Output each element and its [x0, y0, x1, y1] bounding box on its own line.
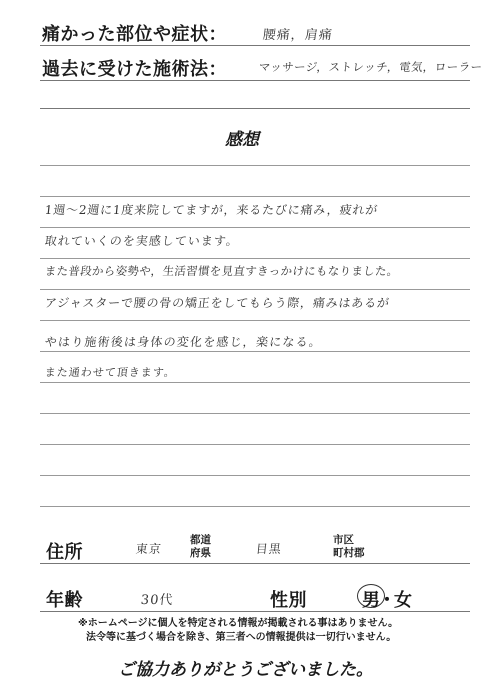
pain-value: 腰痛，肩痛 [262, 28, 334, 43]
address-shi-bottom: 町村郡 [333, 547, 365, 559]
address-prefecture-value: 東京 [135, 542, 163, 556]
gender-separator: ・ [378, 590, 397, 611]
impression-line-3: また普段から姿勢や，生活習慣を見直すきっかけにもなりました。 [44, 264, 400, 278]
impression-line-1: 1週〜2週に1度来院してますが，来るたびに痛み，疲れが [44, 203, 379, 217]
gender-label: 性別 [270, 590, 307, 611]
ruled-line [40, 289, 470, 290]
ruled-line [40, 196, 470, 197]
notice-line-2: 法令等に基づく場合を除き、第三者への情報提供は一切行いません。 [86, 632, 397, 643]
ruled-line [40, 444, 470, 445]
divider [40, 563, 470, 564]
treatment-value: マッサージ，ストレッチ，電気，ローラー [258, 60, 484, 74]
treatment-label: 過去に受けた施術法： [42, 59, 227, 80]
ruled-line [40, 506, 470, 507]
ruled-line [40, 382, 470, 383]
impression-title: 感想 [225, 130, 259, 150]
ruled-line [40, 258, 470, 259]
notice-line-1: ※ホームページに個人を特定される情報が掲載される事はありません。 [78, 618, 399, 629]
impression-line-5: やはり施術後は身体の変化を感じ，楽になる。 [44, 335, 323, 349]
impression-line-4: アジャスターで腰の骨の矯正をしてもらう際，痛みはあるが [44, 296, 391, 310]
ruled-line [40, 475, 470, 476]
ruled-line [40, 413, 470, 414]
address-city-value: 目黒 [255, 542, 283, 556]
divider [40, 108, 470, 109]
age-label: 年齢 [46, 590, 83, 611]
ruled-line [40, 165, 470, 166]
address-todo-top: 都道 [190, 534, 211, 546]
divider [40, 45, 470, 46]
address-shi-top: 市区 [333, 534, 354, 546]
ruled-line [40, 320, 470, 321]
gender-female: 女 [394, 590, 413, 611]
impression-line-2: 取れていくのを実感しています。 [44, 234, 240, 248]
impression-line-6: また通わせて頂きます。 [44, 366, 177, 379]
address-todo-bottom: 府県 [190, 547, 211, 559]
gender-male: 男 [362, 590, 381, 611]
age-value: 30代 [140, 593, 175, 608]
pain-label: 痛かった部位や症状： [42, 24, 227, 45]
address-label: 住所 [46, 542, 83, 563]
ruled-line [40, 227, 470, 228]
thanks-message: ご協力ありがとうございました。 [118, 660, 373, 680]
divider [40, 80, 470, 81]
ruled-line [40, 351, 470, 352]
divider [40, 611, 470, 612]
